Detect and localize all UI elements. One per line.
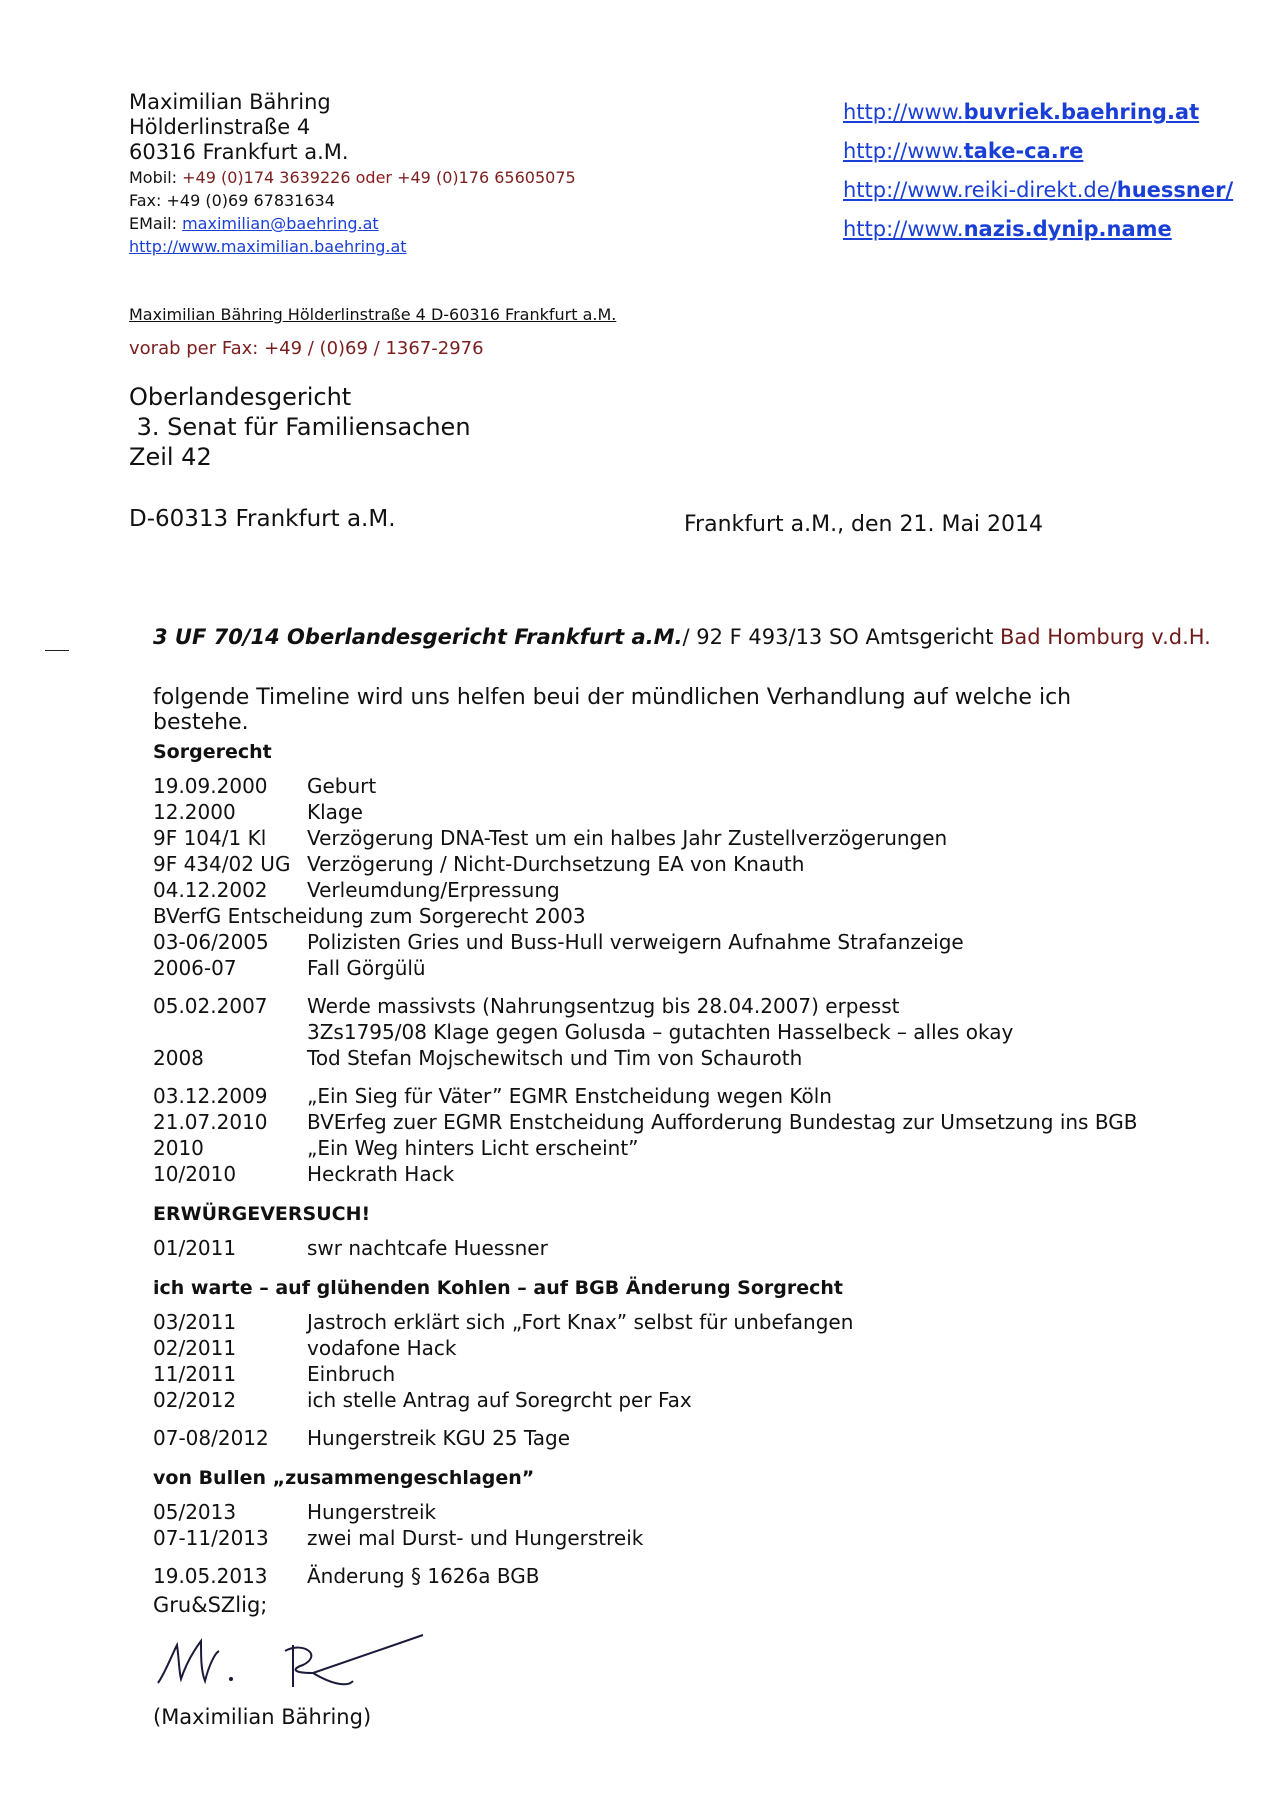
recipient-city: D-60313 Frankfurt a.M. bbox=[129, 506, 396, 532]
timeline-block-4 bbox=[153, 1083, 1153, 1187]
intro-text: folgende Timeline wird uns helfen beui der mündlichen Verhandlung auf welche ich bestehe. bbox=[153, 685, 1072, 735]
timeline-row bbox=[153, 1361, 1153, 1387]
timeline-block-1 bbox=[153, 773, 1153, 903]
section-heading-bullen: von Bullen „zusammengeschlagen” bbox=[153, 1467, 535, 1489]
timeline-date: 03-06/2005 bbox=[153, 930, 269, 954]
link-buvriek[interactable] bbox=[843, 100, 1233, 139]
timeline-row bbox=[153, 877, 1153, 903]
timeline-date: 19.09.2000 bbox=[153, 774, 268, 798]
timeline-date: 10/2010 bbox=[153, 1162, 237, 1186]
timeline-row bbox=[153, 955, 1153, 981]
link-dynip[interactable] bbox=[843, 217, 1233, 256]
recipient-block bbox=[129, 382, 471, 472]
timeline-date: 02/2012 bbox=[153, 1388, 237, 1412]
fax-advance-number: +49 / (0)69 / 1367-2976 bbox=[264, 338, 484, 359]
sender-name: Maximilian Bähring bbox=[129, 90, 331, 114]
sender-mobile-line bbox=[129, 166, 576, 189]
subject-line bbox=[153, 625, 1211, 649]
return-address: Maximilian Bähring Hölderlinstraße 4 D-60316 Frankfurt a.M. bbox=[129, 305, 617, 324]
subject-case-ag: / 92 F 493/13 SO Amtsgericht bbox=[682, 625, 1000, 649]
timeline-text: Werde massivsts (Nahrungsentzug bis 28.04.2007) erpesst bbox=[307, 994, 900, 1018]
section-heading-warte: ich warte – auf glühenden Kohlen – auf BGB Änderung Sorgrecht bbox=[153, 1277, 844, 1299]
timeline-row bbox=[153, 851, 1153, 877]
timeline-block-9 bbox=[153, 1563, 1153, 1589]
timeline-date: 2008 bbox=[153, 1046, 204, 1070]
link-list bbox=[843, 100, 1233, 256]
timeline-row bbox=[153, 1019, 1153, 1045]
timeline-row bbox=[153, 773, 1153, 799]
fax-advance-line bbox=[129, 338, 484, 359]
timeline-text: Verzögerung DNA-Test um ein halbes Jahr Zustellverzögerungen bbox=[307, 826, 948, 850]
recipient-line-1: Oberlandesgericht bbox=[129, 383, 352, 411]
link-prefix: http://www.reiki-direkt.de/ bbox=[843, 178, 1117, 202]
timeline-text: „Ein Weg hinters Licht erscheint” bbox=[307, 1136, 639, 1160]
timeline-row bbox=[153, 1135, 1153, 1161]
timeline-row bbox=[153, 993, 1153, 1019]
letter-date: Frankfurt a.M., den 21. Mai 2014 bbox=[684, 512, 1044, 537]
or-label: oder bbox=[355, 167, 392, 187]
email-label: EMail: bbox=[129, 213, 177, 233]
bverfg-line: BVerfG Entscheidung zum Sorgerecht 2003 bbox=[153, 904, 586, 928]
timeline-block-7 bbox=[153, 1425, 1153, 1451]
timeline-date: 19.05.2013 bbox=[153, 1564, 268, 1588]
timeline-date: 21.07.2010 bbox=[153, 1110, 268, 1134]
timeline-row bbox=[153, 1499, 1153, 1525]
timeline-text: swr nachtcafe Huessner bbox=[307, 1236, 548, 1260]
timeline-block-8 bbox=[153, 1499, 1153, 1551]
section-heading-erwuergeversuch: ERWÜRGEVERSUCH! bbox=[153, 1203, 371, 1225]
timeline-block-3 bbox=[153, 993, 1153, 1071]
fold-mark bbox=[45, 650, 69, 651]
timeline-text: Geburt bbox=[307, 774, 377, 798]
link-prefix: http://www. bbox=[843, 139, 964, 163]
timeline-row bbox=[153, 1235, 1153, 1261]
timeline-row bbox=[153, 825, 1153, 851]
recipient-line-3: Zeil 42 bbox=[129, 443, 212, 471]
subject-court-city: Bad Homburg v.d.H. bbox=[1000, 625, 1211, 649]
timeline-row bbox=[153, 1045, 1153, 1071]
timeline-text: 3Zs1795/08 Klage gegen Golusda – gutachten Hasselbeck – alles okay bbox=[307, 1020, 1014, 1044]
timeline-date bbox=[153, 1019, 307, 1045]
timeline-block-6 bbox=[153, 1309, 1153, 1413]
timeline-row bbox=[153, 1161, 1153, 1187]
mobil-label: Mobil: bbox=[129, 167, 178, 187]
email-link[interactable]: maximilian@baehring.at bbox=[182, 213, 379, 233]
link-bold: nazis.dynip.name bbox=[963, 217, 1172, 241]
sender-block bbox=[129, 90, 576, 258]
timeline-date: 01/2011 bbox=[153, 1236, 237, 1260]
sender-fax-line bbox=[129, 189, 576, 212]
sender-street: Hölderlinstraße 4 bbox=[129, 115, 311, 140]
link-bold: take-ca.re bbox=[963, 139, 1084, 163]
link-reiki[interactable] bbox=[843, 178, 1233, 217]
timeline-row bbox=[153, 1309, 1153, 1335]
timeline-text: Verzögerung / Nicht-Durchsetzung EA von Knauth bbox=[307, 852, 805, 876]
timeline-date: 07-11/2013 bbox=[153, 1526, 269, 1550]
timeline-date: 05.02.2007 bbox=[153, 994, 268, 1018]
timeline-date: 11/2011 bbox=[153, 1362, 237, 1386]
sender-website-line bbox=[129, 235, 576, 258]
timeline-text: Einbruch bbox=[307, 1362, 396, 1386]
timeline-text: Polizisten Gries und Buss-Hull verweigern Aufnahme Strafanzeige bbox=[307, 930, 964, 954]
timeline-text: Änderung § 1626a BGB bbox=[307, 1564, 540, 1588]
fax-advance-label: vorab per Fax: bbox=[129, 338, 259, 359]
timeline-text: BVErfeg zuer EGMR Enstcheidung Aufforderung Bundestag zur Umsetzung ins BGB bbox=[307, 1110, 1138, 1134]
timeline-date: 02/2011 bbox=[153, 1336, 237, 1360]
timeline-text: Hungerstreik bbox=[307, 1500, 437, 1524]
timeline-date: 04.12.2002 bbox=[153, 878, 268, 902]
timeline-block-5 bbox=[153, 1235, 1153, 1261]
timeline-row bbox=[153, 1525, 1153, 1551]
timeline-text: ich stelle Antrag auf Soregrcht per Fax bbox=[307, 1388, 692, 1412]
timeline-row bbox=[153, 1335, 1153, 1361]
timeline-text: Hungerstreik KGU 25 Tage bbox=[307, 1426, 571, 1450]
timeline-date: 03/2011 bbox=[153, 1310, 237, 1334]
sender-city: 60316 Frankfurt a.M. bbox=[129, 140, 349, 165]
link-take-care[interactable] bbox=[843, 139, 1233, 178]
subject-case-olg: 3 UF 70/14 Oberlandesgericht Frankfurt a.M. bbox=[153, 625, 683, 649]
link-prefix: http://www. bbox=[843, 100, 964, 124]
timeline-date: 2006-07 bbox=[153, 956, 237, 980]
website-link[interactable]: http://www.maximilian.baehring.at bbox=[129, 236, 407, 256]
timeline-text: vodafone Hack bbox=[307, 1336, 457, 1360]
timeline-date: 2010 bbox=[153, 1136, 204, 1160]
timeline-row bbox=[153, 1387, 1153, 1413]
greeting: Gru&SZlig; bbox=[153, 1593, 268, 1617]
section-heading-sorgerecht: Sorgerecht bbox=[153, 741, 272, 763]
timeline-date: 9F 434/02 UG bbox=[153, 852, 291, 876]
link-bold: huessner/ bbox=[1116, 178, 1234, 202]
timeline-text: „Ein Sieg für Väter” EGMR Enstcheidung wegen Köln bbox=[307, 1084, 832, 1108]
timeline-text: Fall Görgülü bbox=[307, 956, 426, 980]
timeline-text: Verleumdung/Erpressung bbox=[307, 878, 560, 902]
signature-name: (Maximilian Bähring) bbox=[153, 1705, 372, 1729]
timeline-text: Tod Stefan Mojschewitsch und Tim von Schauroth bbox=[307, 1046, 803, 1070]
timeline-row bbox=[153, 1563, 1153, 1589]
timeline-row bbox=[153, 799, 1153, 825]
timeline-date: 07-08/2012 bbox=[153, 1426, 269, 1450]
timeline-row bbox=[153, 1425, 1153, 1451]
timeline-row bbox=[153, 1109, 1153, 1135]
link-bold: buvriek.baehring.at bbox=[963, 100, 1200, 124]
timeline-text: Heckrath Hack bbox=[307, 1162, 455, 1186]
timeline-block-2 bbox=[153, 929, 1153, 981]
fax-number: +49 (0)69 67831634 bbox=[166, 190, 335, 210]
timeline-row bbox=[153, 929, 1153, 955]
timeline-date: 12.2000 bbox=[153, 800, 236, 824]
recipient-line-2: 3. Senat für Familiensachen bbox=[129, 413, 471, 441]
link-prefix: http://www. bbox=[843, 217, 964, 241]
letter-body bbox=[153, 685, 1153, 1729]
timeline-text: Jastroch erklärt sich „Fort Knax” selbst für unbefangen bbox=[307, 1310, 854, 1334]
timeline-text: zwei mal Durst- und Hungerstreik bbox=[307, 1526, 644, 1550]
timeline-row bbox=[153, 1083, 1153, 1109]
handwritten-signature bbox=[153, 1621, 453, 1701]
timeline-date: 03.12.2009 bbox=[153, 1084, 268, 1108]
fax-label: Fax: bbox=[129, 190, 162, 210]
mobil-number-1: +49 (0)174 3639226 bbox=[182, 167, 351, 187]
timeline-date: 05/2013 bbox=[153, 1500, 237, 1524]
mobil-number-2: +49 (0)176 65605075 bbox=[397, 167, 576, 187]
sender-email-line bbox=[129, 212, 576, 235]
timeline-text: Klage bbox=[307, 800, 363, 824]
timeline-date: 9F 104/1 Kl bbox=[153, 826, 267, 850]
